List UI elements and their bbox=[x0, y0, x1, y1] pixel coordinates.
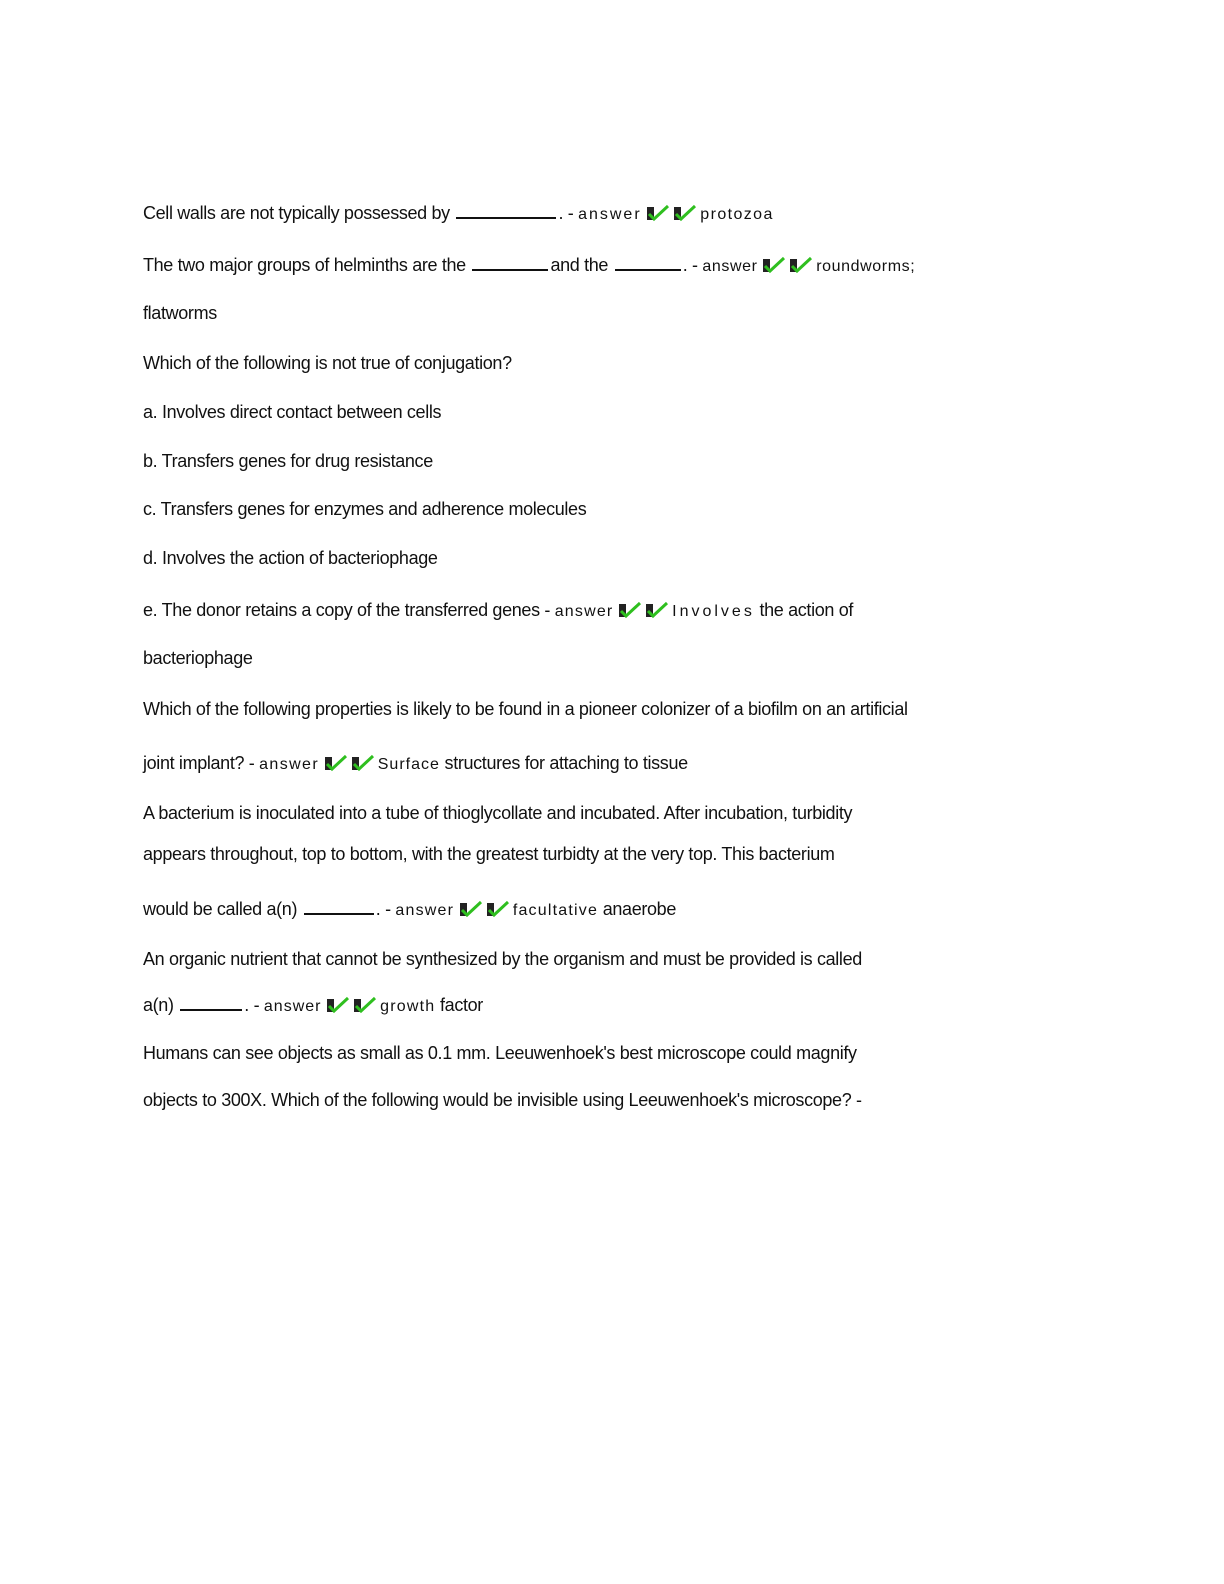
question-5-text-2: appears throughout, top to bottom, with the greatest turbidty at the very top. This bacterium bbox=[143, 844, 835, 864]
answer-label: answer bbox=[702, 258, 758, 275]
question-2-text: The two major groups of helminths are the bbox=[143, 255, 466, 275]
question-5-answer-line bbox=[143, 898, 676, 922]
answer-text: growth bbox=[380, 998, 436, 1015]
check-arrow-icon bbox=[486, 900, 510, 918]
check-arrow-icon bbox=[673, 204, 697, 222]
option-b: b. Transfers genes for drug resistance bbox=[143, 451, 433, 471]
question-1-end: . - bbox=[558, 203, 574, 223]
answer-blank bbox=[456, 203, 556, 219]
check-arrow-icon bbox=[459, 900, 483, 918]
check-arrow-icon bbox=[351, 754, 375, 772]
question-4-answer-line bbox=[143, 752, 688, 776]
check-arrow-icon bbox=[762, 256, 786, 274]
answer-label: answer bbox=[263, 998, 322, 1015]
question-6-answer-line bbox=[143, 994, 483, 1018]
answer-label: answer bbox=[554, 603, 614, 620]
question-3-text: Which of the following is not true of conjugation? bbox=[143, 353, 512, 373]
question-6-end: . - bbox=[244, 995, 260, 1015]
option-a: a. Involves direct contact between cells bbox=[143, 402, 442, 422]
answer-text-rest: factor bbox=[440, 995, 483, 1015]
answer-text-rest: anaerobe bbox=[602, 899, 676, 919]
question-5-end: . - bbox=[375, 899, 391, 919]
answer-blank bbox=[180, 995, 242, 1011]
answer-blank bbox=[472, 255, 548, 271]
check-arrow-icon bbox=[353, 996, 377, 1014]
question-7-text: Humans can see objects as small as 0.1 mm. Leeuwenhoek's best microscope could magnify bbox=[143, 1043, 857, 1063]
question-5-text: A bacterium is inoculated into a tube of thioglycollate and incubated. After incubation, turbidity bbox=[143, 803, 853, 823]
option-e: e. The donor retains a copy of the transferred genes - bbox=[143, 600, 551, 620]
check-arrow-icon bbox=[789, 256, 813, 274]
question-6-text-2: a(n) bbox=[143, 995, 174, 1015]
question-4-text-end: joint implant? - bbox=[143, 753, 255, 773]
question-3-answer-line bbox=[143, 599, 853, 623]
answer-text: Surface bbox=[377, 756, 440, 773]
question-1-text: Cell walls are not typically possessed by bbox=[143, 203, 450, 223]
question-2-mid: and the bbox=[550, 255, 609, 275]
answer-label: answer bbox=[578, 206, 642, 223]
answer-text-rest: structures for attaching to tissue bbox=[444, 753, 688, 773]
answer-text: roundworms; bbox=[816, 258, 916, 275]
question-7-text-2: objects to 300X. Which of the following would be invisible using Leeuwenhoek's microscope? - bbox=[143, 1090, 862, 1110]
answer-continuation: flatworms bbox=[143, 303, 217, 323]
answer-text-rest: the action of bbox=[759, 600, 854, 620]
option-d: d. Involves the action of bacteriophage bbox=[143, 548, 438, 568]
option-c: c. Transfers genes for enzymes and adherence molecules bbox=[143, 499, 587, 519]
check-arrow-icon bbox=[645, 601, 669, 619]
check-arrow-icon bbox=[618, 601, 642, 619]
answer-text: facultative bbox=[512, 902, 599, 919]
question-4-text: Which of the following properties is likely to be found in a pioneer colonizer of a biofilm on an artificial bbox=[143, 699, 908, 719]
check-arrow-icon bbox=[326, 996, 350, 1014]
question-1-line bbox=[143, 202, 774, 226]
answer-text: protozoa bbox=[700, 206, 774, 223]
question-6-text: An organic nutrient that cannot be synthesized by the organism and must be provided is called bbox=[143, 949, 862, 969]
check-arrow-icon bbox=[324, 754, 348, 772]
question-5-text-3: would be called a(n) bbox=[143, 899, 298, 919]
answer-blank bbox=[615, 255, 681, 271]
question-2-line bbox=[143, 254, 915, 278]
question-2-end: . - bbox=[682, 255, 698, 275]
check-arrow-icon bbox=[646, 204, 670, 222]
answer-continuation: bacteriophage bbox=[143, 648, 253, 668]
answer-blank bbox=[304, 899, 374, 915]
answer-text: Involves bbox=[672, 603, 755, 620]
answer-label: answer bbox=[259, 756, 320, 773]
answer-label: answer bbox=[395, 902, 455, 919]
